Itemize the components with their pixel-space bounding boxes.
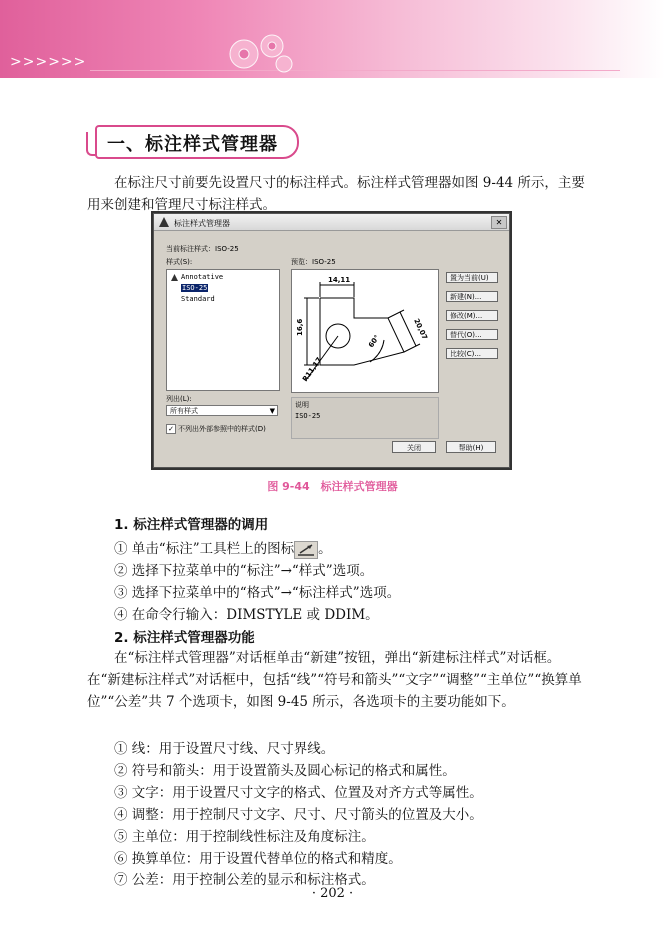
item-1-text: ① 单击“标注”工具栏上的图标 xyxy=(114,541,295,557)
current-style-label: 当前标注样式：ISO-25 xyxy=(166,245,239,253)
dim-right: 20,07 xyxy=(412,317,429,341)
style-preview xyxy=(291,269,439,393)
annotative-icon xyxy=(171,274,178,281)
modify-button[interactable]: 修改(M)... xyxy=(446,310,498,321)
description-group xyxy=(291,397,439,439)
help-button[interactable]: 帮助(H) xyxy=(446,441,496,453)
figure-caption: 图 9-44 标注样式管理器 xyxy=(267,480,398,493)
dialog-title: 标注样式管理器 xyxy=(174,219,230,228)
intro-paragraph: 在标注尺寸前要先设置尺寸的标注样式。标注样式管理器如图 9-44 所示，主要用来创建和管理尺寸标注样式。 xyxy=(87,175,585,213)
new-button[interactable]: 新建(N)... xyxy=(446,291,498,302)
dim-top: 14,11 xyxy=(328,276,351,284)
list-item xyxy=(114,537,332,559)
dim-style-manager-dialog xyxy=(153,213,510,468)
dim-angle: 60° xyxy=(367,333,382,350)
description-label: 说明 xyxy=(295,401,309,409)
dialog-titlebar xyxy=(154,214,509,231)
styles-label: 样式(S): xyxy=(166,258,193,266)
exclude-xref-label: 不列出外部参照中的样式(D) xyxy=(178,425,266,433)
list-item: ③ 文字：用于设置尺寸文字的格式、位置及对齐方式等属性。 xyxy=(114,785,483,801)
preview-drawing xyxy=(292,270,438,392)
dim-left: 16,6 xyxy=(296,318,304,336)
list-item: ① 线：用于设置尺寸线、尺寸界线。 xyxy=(114,741,335,757)
list-item: ② 符号和箭头：用于设置箭头及圆心标记的格式和属性。 xyxy=(114,763,456,779)
style-item-standard[interactable]: Standard xyxy=(181,295,215,303)
page-number: · 202 · xyxy=(311,886,354,901)
list-label: 列出(L): xyxy=(166,395,192,403)
exclude-xref-checkbox[interactable]: ✓ xyxy=(166,424,176,434)
style-item-annotative[interactable]: Annotative xyxy=(181,273,224,281)
dim-radius: R11,17 xyxy=(301,355,324,384)
close-button[interactable]: 关闭 xyxy=(392,441,436,453)
list-select-value: 所有样式 xyxy=(170,407,198,415)
subsection-1-title: 1. 标注样式管理器的调用 xyxy=(114,517,269,533)
section-title-box xyxy=(95,125,299,159)
style-item-iso25[interactable]: ISO-25 xyxy=(182,284,208,292)
set-current-button[interactable]: 置为当前(U) xyxy=(446,272,498,283)
app-icon xyxy=(159,217,169,227)
styles-listbox[interactable] xyxy=(166,269,280,391)
subsection-2-title: 2. 标注样式管理器功能 xyxy=(114,630,255,646)
override-button[interactable]: 替代(O)... xyxy=(446,329,498,340)
list-item: ② 选择下拉菜单中的“标注”→“样式”选项。 xyxy=(114,563,374,579)
chevron-decoration: >>>>>> xyxy=(10,54,87,70)
list-item: ⑤ 主单位：用于控制线性标注及角度标注。 xyxy=(114,829,375,845)
list-select[interactable] xyxy=(166,405,278,416)
section-title: 一、标注样式管理器 xyxy=(107,134,278,155)
compare-button[interactable]: 比较(C)... xyxy=(446,348,498,359)
subsection-2-paragraph: 在“标注样式管理器”对话框单击“新建”按钮，弹出“新建标注样式”对话框。在“新建标注样式”对话框中，包括“线”“符号和箭头”“文字”“调整”“主单位”“换算单位”“公差”共 7 个选项卡，如图 9-45 所示，各选项卡的主要功能如下。 xyxy=(87,650,582,710)
chevron-down-icon: ▼ xyxy=(269,407,275,415)
list-item: ⑦ 公差：用于控制公差的显示和标注格式。 xyxy=(114,872,375,888)
banner-rule xyxy=(90,70,620,71)
list-item: ④ 在命令行输入：DIMSTYLE 或 DDIM。 xyxy=(114,607,379,623)
item-1-end: 。 xyxy=(318,541,332,557)
list-item: ④ 调整：用于控制尺寸文字、尺寸、尺寸箭头的位置及大小。 xyxy=(114,807,483,823)
dimension-style-icon xyxy=(294,541,318,559)
header-banner xyxy=(0,0,665,78)
preview-label: 预览：ISO-25 xyxy=(291,258,336,266)
list-item: ③ 选择下拉菜单中的“格式”→“标注样式”选项。 xyxy=(114,585,401,601)
close-icon[interactable]: ✕ xyxy=(491,216,507,229)
gears-icon xyxy=(222,28,302,78)
description-value: ISO-25 xyxy=(295,412,321,420)
list-item: ⑥ 换算单位：用于设置代替单位的格式和精度。 xyxy=(114,851,402,867)
